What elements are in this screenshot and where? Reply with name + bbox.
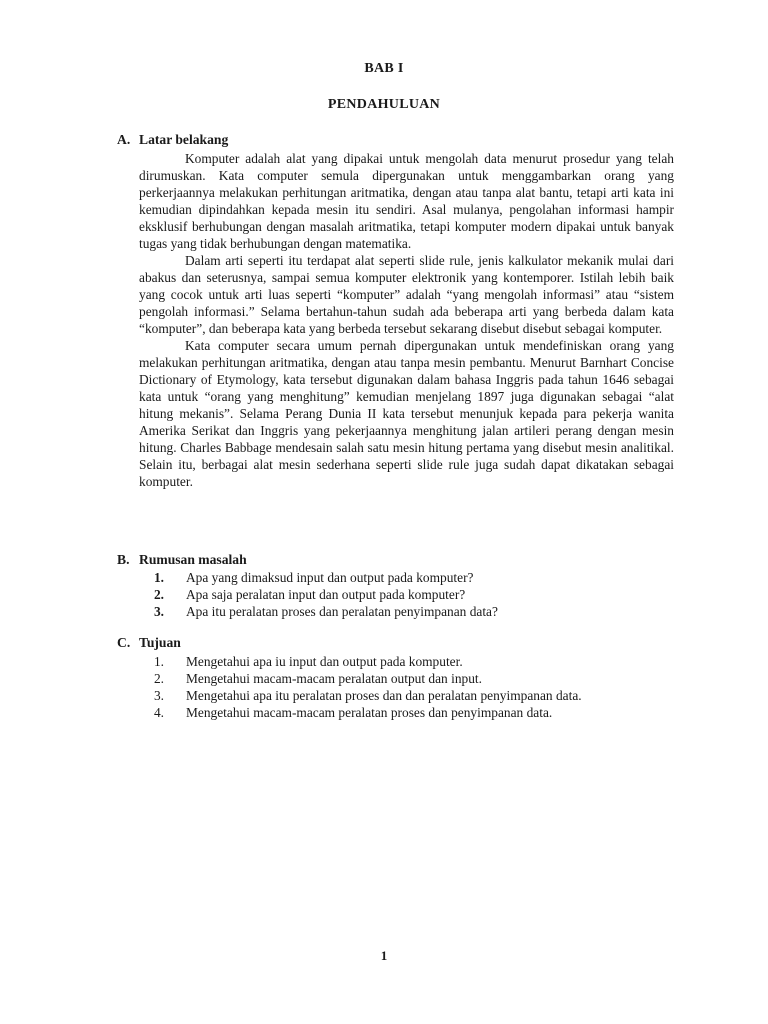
chapter-number: BAB I — [364, 61, 404, 76]
section-letter: B. — [117, 552, 130, 567]
section-title: Rumusan masalah — [139, 552, 247, 567]
section-letter: C. — [117, 635, 131, 650]
list-item — [139, 603, 498, 620]
page-number: 1 — [380, 948, 388, 963]
list-text: Mengetahui apa itu peralatan proses dan dan peralatan penyimpanan data. — [186, 688, 582, 703]
chapter-title: PENDAHULUAN — [327, 97, 441, 112]
section-letter: A. — [117, 132, 131, 147]
objective-list — [139, 653, 582, 721]
list-number: 2. — [153, 587, 164, 602]
list-number: 4. — [153, 705, 164, 720]
list-number: 1. — [153, 654, 164, 669]
list-text: Apa saja peralatan input dan output pada komputer? — [186, 587, 466, 602]
list-item — [139, 569, 498, 586]
list-text: Apa yang dimaksud input dan output pada komputer? — [186, 570, 474, 585]
list-text: Apa itu peralatan proses dan peralatan penyimpanan data? — [186, 604, 498, 619]
list-number: 3. — [153, 688, 164, 703]
list-number: 1. — [153, 570, 164, 585]
list-item — [139, 670, 582, 687]
list-item — [139, 687, 582, 704]
list-text: Mengetahui macam-macam peralatan proses dan penyimpanan data. — [186, 705, 553, 720]
list-item — [139, 653, 582, 670]
problem-list — [139, 569, 498, 620]
list-number: 3. — [153, 604, 164, 619]
list-text: Mengetahui macam-macam peralatan output dan input. — [186, 671, 482, 686]
list-item — [139, 586, 498, 603]
section-heading-latar-belakang — [117, 132, 228, 148]
list-text: Mengetahui apa iu input dan output pada komputer. — [186, 654, 463, 669]
section-body-latar-belakang — [139, 150, 674, 490]
list-number: 2. — [153, 671, 164, 686]
paragraph: Komputer adalah alat yang dipakai untuk mengolah data menurut prosedur yang telah dirumuskan. Kata computer semula dipergunakan untuk menggambarkan orang yang perkerjaannya melakukan perhitungan aritmatika, dengan atau tanpa alat bantu, tetapi arti kata ini kemudian dipindahkan kepada mesin itu sendiri. Asal mulanya, pengolahan informasi hampir eksklusif berhubungan dengan masalah aritmatika, tetapi komputer modern dipakai untuk banyak tugas yang tidak berhubungan dengan matematika. — [139, 151, 674, 251]
list-item — [139, 704, 582, 721]
paragraph: Dalam arti seperti itu terdapat alat seperti slide rule, jenis kalkulator mekanik mulai dari abakus dan seterusnya, sampai semua komputer elektronik yang kontemporer. Istilah lebih baik yang cocok untuk arti luas seperti “komputer” adalah “yang mengolah informasi” atau “sistem pengolah informasi.” Selama bertahun-tahun sudah ada beberapa arti yang berbeda dalam kata “komputer”, dan beberapa kata yang berbeda tersebut sekarang disebut disebut sebagai komputer. — [139, 253, 674, 336]
section-heading-rumusan-masalah — [117, 552, 247, 568]
paragraph: Kata computer secara umum pernah dipergunakan untuk mendefiniskan orang yang melakukan perhitungan aritmatika, dengan atau tanpa mesin pembantu. Menurut Barnhart Concise Dictionary of Etymology, kata tersebut digunakan dalam bahasa Inggris pada tahun 1646 sebagai kata untuk “orang yang menghitung” kemudian menjelang 1897 juga digunakan sebagai “alat hitung mekanis”. Selama Perang Dunia II kata tersebut menunjuk kepada para pekerja wanita Amerika Serikat dan Inggris yang pekerjaannya menghitung jalan artileri perang dengan mesin hitung. Charles Babbage mendesain salah satu mesin hitung pertama yang disebut mesin analitikal. Selain itu, berbagai alat mesin sederhana seperti slide rule juga sudah dapat dikatakan sebagai komputer. — [139, 338, 674, 489]
section-title: Latar belakang — [139, 132, 229, 147]
section-heading-tujuan — [117, 635, 181, 651]
section-title: Tujuan — [139, 635, 181, 650]
